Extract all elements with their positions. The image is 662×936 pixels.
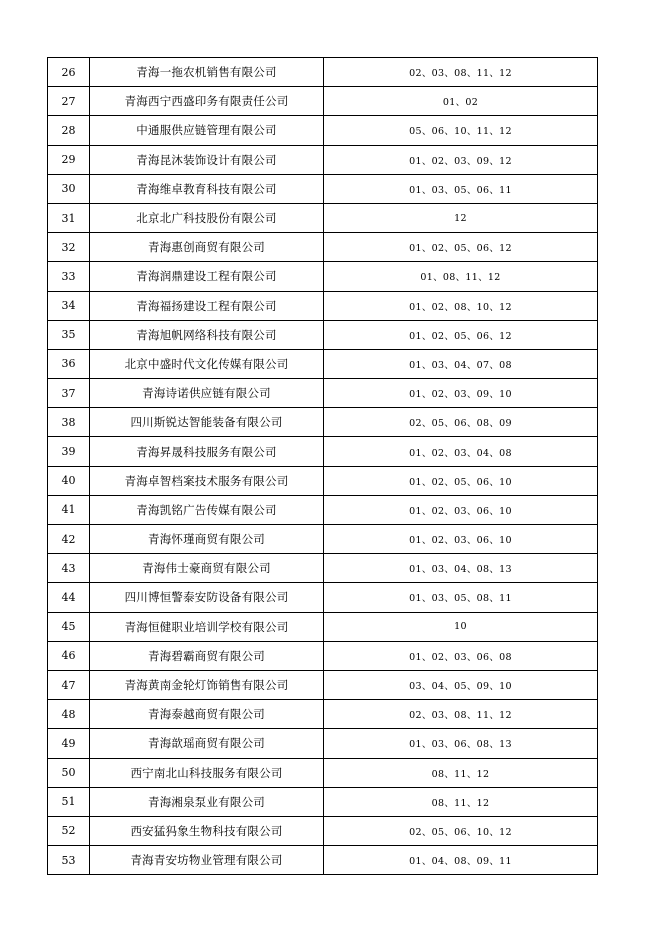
- company-name-cell: 青海湘泉泵业有限公司: [90, 787, 324, 816]
- company-name-cell: 青海诗诺供应链有限公司: [90, 379, 324, 408]
- company-name-cell: 青海西宁西盛印务有限责任公司: [90, 87, 324, 116]
- company-name-cell: 青海凯铭广告传媒有限公司: [90, 495, 324, 524]
- table-row: [48, 495, 598, 524]
- row-number-cell: 46: [48, 641, 90, 670]
- package-codes-cell: 08、11、12: [324, 758, 598, 787]
- row-number-cell: 38: [48, 408, 90, 437]
- table-row: [48, 58, 598, 87]
- table-row: [48, 846, 598, 875]
- company-name-cell: 四川斯锐达智能装备有限公司: [90, 408, 324, 437]
- table-row: [48, 291, 598, 320]
- package-codes-cell: 10: [324, 612, 598, 641]
- company-name-cell: 青海昆沐装饰设计有限公司: [90, 145, 324, 174]
- package-codes-cell: 12: [324, 203, 598, 232]
- company-name-cell: 青海青安坊物业管理有限公司: [90, 846, 324, 875]
- package-codes-cell: 01、02、03、06、08: [324, 641, 598, 670]
- package-codes-cell: 05、06、10、11、12: [324, 116, 598, 145]
- package-codes-cell: 01、02、03、09、12: [324, 145, 598, 174]
- company-name-cell: 青海黄南金轮灯饰销售有限公司: [90, 670, 324, 699]
- package-codes-cell: 01、02、03、06、10: [324, 495, 598, 524]
- company-name-cell: 青海维卓教育科技有限公司: [90, 174, 324, 203]
- package-codes-cell: 02、03、08、11、12: [324, 700, 598, 729]
- table-row: [48, 787, 598, 816]
- company-name-cell: 青海怀瑾商贸有限公司: [90, 525, 324, 554]
- package-codes-cell: 08、11、12: [324, 787, 598, 816]
- package-codes-cell: 01、02、03、09、10: [324, 379, 598, 408]
- package-codes-cell: 01、02、05、06、12: [324, 233, 598, 262]
- row-number-cell: 48: [48, 700, 90, 729]
- table-row: [48, 641, 598, 670]
- package-codes-cell: 01、02、03、04、08: [324, 437, 598, 466]
- company-name-cell: 青海卓智档案技术服务有限公司: [90, 466, 324, 495]
- row-number-cell: 37: [48, 379, 90, 408]
- row-number-cell: 26: [48, 58, 90, 87]
- table-row: [48, 320, 598, 349]
- package-codes-cell: 01、03、06、08、13: [324, 729, 598, 758]
- company-name-cell: 北京中盛时代文化传媒有限公司: [90, 349, 324, 378]
- row-number-cell: 42: [48, 525, 90, 554]
- table-row: [48, 816, 598, 845]
- package-codes-cell: 01、03、04、08、13: [324, 554, 598, 583]
- package-codes-cell: 02、03、08、11、12: [324, 58, 598, 87]
- table-row: [48, 262, 598, 291]
- package-codes-cell: 01、03、04、07、08: [324, 349, 598, 378]
- row-number-cell: 52: [48, 816, 90, 845]
- package-codes-cell: 02、05、06、08、09: [324, 408, 598, 437]
- company-name-cell: 青海泰越商贸有限公司: [90, 700, 324, 729]
- package-codes-cell: 01、02、05、06、10: [324, 466, 598, 495]
- row-number-cell: 47: [48, 670, 90, 699]
- table-row: [48, 437, 598, 466]
- table-row: [48, 729, 598, 758]
- package-codes-cell: 02、05、06、10、12: [324, 816, 598, 845]
- company-name-cell: 青海昇晟科技服务有限公司: [90, 437, 324, 466]
- row-number-cell: 30: [48, 174, 90, 203]
- company-name-cell: 青海一拖农机销售有限公司: [90, 58, 324, 87]
- company-name-cell: 青海碧霸商贸有限公司: [90, 641, 324, 670]
- row-number-cell: 49: [48, 729, 90, 758]
- company-name-cell: 青海福扬建设工程有限公司: [90, 291, 324, 320]
- table-row: [48, 525, 598, 554]
- row-number-cell: 27: [48, 87, 90, 116]
- table-row: [48, 670, 598, 699]
- row-number-cell: 41: [48, 495, 90, 524]
- table-row: [48, 758, 598, 787]
- table-row: [48, 349, 598, 378]
- package-codes-cell: 01、03、05、06、11: [324, 174, 598, 203]
- row-number-cell: 35: [48, 320, 90, 349]
- company-name-cell: 青海伟士豪商贸有限公司: [90, 554, 324, 583]
- table-row: [48, 233, 598, 262]
- table-body: [48, 58, 598, 875]
- row-number-cell: 34: [48, 291, 90, 320]
- row-number-cell: 29: [48, 145, 90, 174]
- table-row: [48, 554, 598, 583]
- table-row: [48, 203, 598, 232]
- table-row: [48, 116, 598, 145]
- package-codes-cell: 01、02、03、06、10: [324, 525, 598, 554]
- table-row: [48, 612, 598, 641]
- table-row: [48, 408, 598, 437]
- document-page: [47, 57, 598, 875]
- company-name-cell: 青海歆瑶商贸有限公司: [90, 729, 324, 758]
- package-codes-cell: 01、02、08、10、12: [324, 291, 598, 320]
- row-number-cell: 44: [48, 583, 90, 612]
- package-codes-cell: 01、03、05、08、11: [324, 583, 598, 612]
- row-number-cell: 53: [48, 846, 90, 875]
- package-codes-cell: 01、08、11、12: [324, 262, 598, 291]
- company-name-cell: 青海旭帆网络科技有限公司: [90, 320, 324, 349]
- company-name-cell: 北京北广科技股份有限公司: [90, 203, 324, 232]
- package-codes-cell: 01、02: [324, 87, 598, 116]
- table-row: [48, 145, 598, 174]
- row-number-cell: 36: [48, 349, 90, 378]
- company-name-cell: 中通服供应链管理有限公司: [90, 116, 324, 145]
- company-name-cell: 青海惠创商贸有限公司: [90, 233, 324, 262]
- row-number-cell: 32: [48, 233, 90, 262]
- table-row: [48, 700, 598, 729]
- table-row: [48, 583, 598, 612]
- row-number-cell: 45: [48, 612, 90, 641]
- table-row: [48, 466, 598, 495]
- row-number-cell: 28: [48, 116, 90, 145]
- row-number-cell: 51: [48, 787, 90, 816]
- row-number-cell: 33: [48, 262, 90, 291]
- table-row: [48, 87, 598, 116]
- package-codes-cell: 01、04、08、09、11: [324, 846, 598, 875]
- table-row: [48, 174, 598, 203]
- package-codes-cell: 01、02、05、06、12: [324, 320, 598, 349]
- package-codes-cell: 03、04、05、09、10: [324, 670, 598, 699]
- company-name-cell: 西安猛犸象生物科技有限公司: [90, 816, 324, 845]
- company-name-cell: 西宁南北山科技服务有限公司: [90, 758, 324, 787]
- company-name-cell: 青海恒健职业培训学校有限公司: [90, 612, 324, 641]
- company-name-cell: 四川博恒警泰安防设备有限公司: [90, 583, 324, 612]
- row-number-cell: 31: [48, 203, 90, 232]
- company-name-cell: 青海润鼎建设工程有限公司: [90, 262, 324, 291]
- table-row: [48, 379, 598, 408]
- row-number-cell: 50: [48, 758, 90, 787]
- company-table: [47, 57, 598, 875]
- row-number-cell: 40: [48, 466, 90, 495]
- row-number-cell: 39: [48, 437, 90, 466]
- row-number-cell: 43: [48, 554, 90, 583]
